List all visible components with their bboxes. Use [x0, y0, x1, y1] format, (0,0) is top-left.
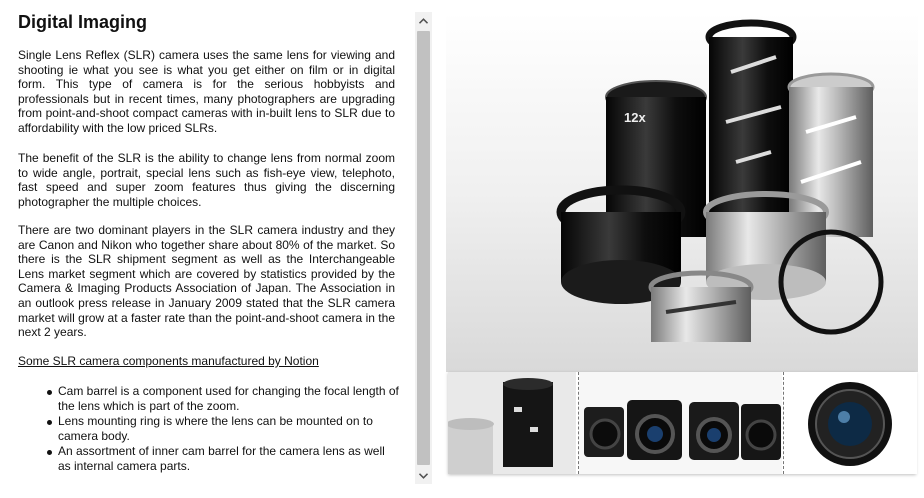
thumbnail-cam-barrel[interactable] [448, 372, 576, 474]
cam-barrels-photo [446, 12, 918, 372]
barrel-label: 12x [624, 110, 646, 125]
vertical-scrollbar[interactable] [415, 12, 432, 484]
list-item: Lens mounting ring is where the lens can be mounted on to camera body. [58, 414, 400, 444]
article-paragraph: Single Lens Reflex (SLR) camera uses the same lens for viewing and shooting ie what you see is what you get either on film or in digital form. This type of camera is for the serious hobbyists and professionals but in recent times, many photographers are upgrading from point-and-shoot compact cameras with in-built lens to SLR due to affordability with the low priced SLRs. [18, 48, 395, 135]
components-link[interactable]: Some SLR camera components manufactured by Notion [18, 354, 319, 368]
list-item: An assortment of inner cam barrel for the camera lens as well as internal camera parts. [58, 444, 400, 474]
components-list [20, 384, 400, 474]
chevron-up-icon[interactable] [415, 12, 432, 29]
thumbnail-lens[interactable] [783, 372, 917, 474]
thumbnail-cameras[interactable] [578, 372, 782, 474]
chevron-down-icon[interactable] [415, 467, 432, 484]
article-paragraph: The benefit of the SLR is the ability to change lens from normal zoom to wide angle, portrait, special lens such as fish-eye view, telephoto, fast speed and super zoom features thus giving the discerning photographer the multiple choices. [18, 151, 395, 209]
thumbnail-strip [448, 372, 916, 474]
page-title: Digital Imaging [18, 12, 148, 32]
article-panel [0, 0, 414, 498]
article-paragraph: There are two dominant players in the SLR camera industry and they are Canon and Nikon who together share about 80% of the market. So there is the SLR shipment segment as well as the Interchangeable Lens market segment which are covered by statistics provided by the Camera & Imaging Products Association of Japan. The Association in an outlook press release in January 2009 stated that the SLR camera market will grow at a faster rate than the point-and-shoot camera in the next 2 years. [18, 223, 395, 340]
scrollbar-thumb[interactable] [417, 31, 430, 465]
list-item: Cam barrel is a component used for changing the focal length of the lens which is part of the zoom. [58, 384, 399, 413]
